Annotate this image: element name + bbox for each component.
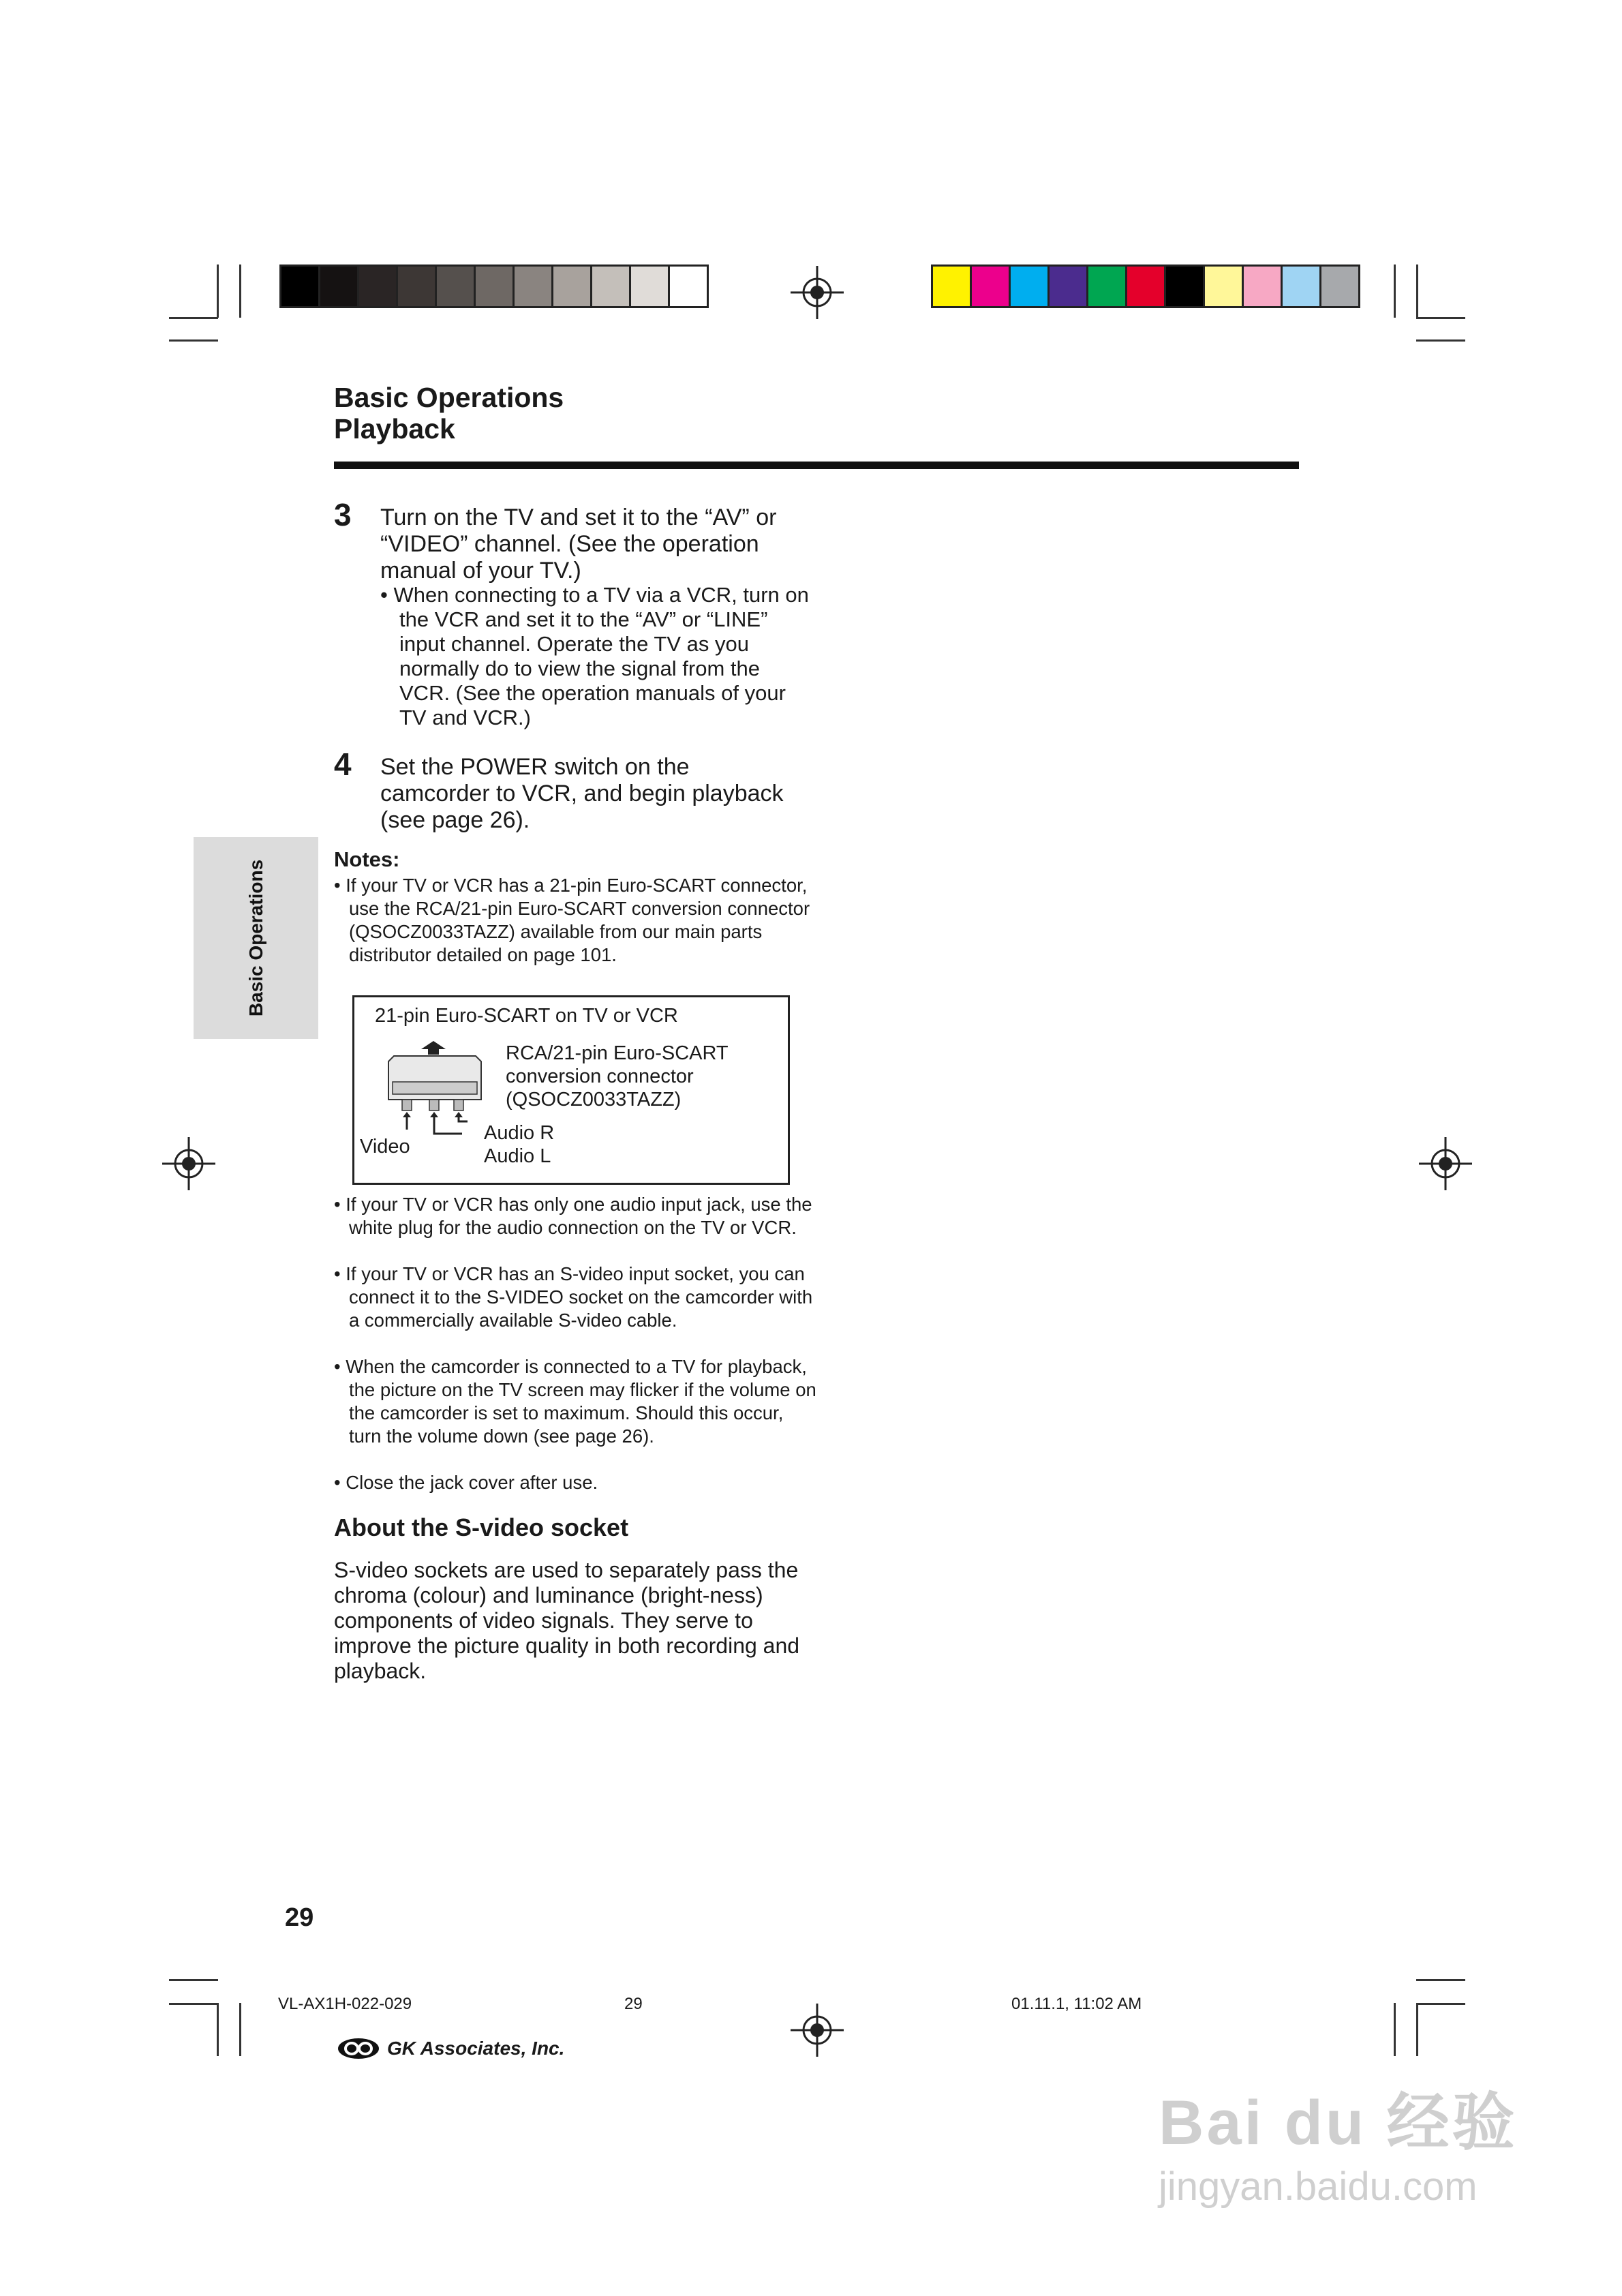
footer-page: 29	[624, 1995, 643, 2013]
crop-mark	[239, 265, 241, 318]
step-line: (see page 26).	[380, 807, 530, 833]
crop-mark	[1416, 339, 1465, 342]
step-bullet: • When connecting to a TV via a VCR, turn on the VCR and set it to the “AV” or “LINE” input channel. Operate the TV as you normally do to view the signal from the VCR. (See the operation manuals of your TV and VCR.)	[380, 583, 809, 729]
color-swatch	[1011, 267, 1050, 306]
step-line: “VIDEO” channel. (See the operation	[380, 531, 759, 557]
step-line: camcorder to VCR, and begin playback	[380, 781, 784, 806]
color-swatch	[972, 267, 1011, 306]
section-heading: About the S-video socket	[334, 1513, 629, 1541]
note-item: • If your TV or VCR has an S-video input socket, you can connect it to the S-VIDEO socket on the camcorder with a commercially available S-video cable.	[334, 1263, 813, 1331]
color-swatch	[1244, 267, 1283, 306]
color-swatch	[933, 267, 972, 306]
note-item: • When the camcorder is connected to a TV for playback, the picture on the TV screen may flicker if the volume on the camcorder is set to maximum. Should this occur, turn the volume down (see page 26).	[334, 1356, 816, 1447]
step-line: manual of your TV.)	[380, 558, 581, 584]
crop-mark	[217, 265, 219, 318]
step-number: 3	[334, 497, 352, 532]
step-line: Set the POWER switch on the	[380, 754, 690, 780]
subsection-title: Playback	[334, 413, 455, 444]
crop-mark	[1394, 2003, 1396, 2056]
color-calibration-bar	[931, 265, 1360, 308]
color-swatch	[1088, 267, 1127, 306]
note-item: • If your TV or VCR has a 21-pin Euro-SCART connector, use the RCA/21-pin Euro-SCART conversion connector (QSOCZ0033TAZZ) available from our main parts distributor detailed on page 101.	[334, 875, 810, 965]
step-text	[380, 504, 816, 584]
color-swatch	[320, 267, 359, 306]
registration-mark-icon	[791, 266, 844, 319]
side-tab-label: Basic Operations	[245, 859, 266, 1017]
footer-code: VL-AX1H-022-029	[278, 1995, 412, 2013]
color-swatch	[359, 267, 398, 306]
crop-mark	[239, 2003, 241, 2056]
crop-mark	[169, 339, 218, 342]
registration-mark-icon	[1419, 1137, 1472, 1190]
note-item: • If your TV or VCR has only one audio input jack, use the white plug for the audio connection on the TV or VCR.	[334, 1194, 812, 1238]
page-number: 29	[285, 1903, 314, 1932]
crop-mark	[1394, 265, 1396, 318]
step-number: 4	[334, 746, 352, 782]
section-body: S-video sockets are used to separately pass the chroma (colour) and luminance (bright-ness) components of video signals. They serve to improve the picture quality in both recording and playback.	[334, 1558, 800, 1683]
audio-r-label: Audio R	[484, 1122, 555, 1144]
video-label: Video	[360, 1136, 410, 1158]
watermark	[1159, 2072, 1518, 2209]
scart-label: 21-pin Euro-SCART on TV or VCR	[375, 1005, 678, 1027]
watermark-brand: Bai du 经验	[1159, 2088, 1518, 2158]
color-swatch	[1127, 267, 1166, 306]
crop-mark	[1416, 1979, 1465, 1981]
section-title: Basic Operations	[334, 382, 564, 413]
color-swatch	[1050, 267, 1088, 306]
registration-mark-icon	[162, 1137, 215, 1190]
crop-mark	[217, 2003, 219, 2056]
audio-l-label: Audio L	[484, 1145, 551, 1167]
company-credit	[337, 2037, 564, 2060]
note-item: • Close the jack cover after use.	[334, 1472, 598, 1493]
connector-label-line: (QSOCZ0033TAZZ)	[506, 1089, 682, 1111]
color-swatch	[670, 267, 707, 306]
footer-timestamp: 01.11.1, 11:02 AM	[1011, 1995, 1142, 2013]
connector-label-line: RCA/21-pin Euro-SCART	[506, 1042, 729, 1064]
color-swatch	[515, 267, 553, 306]
crop-mark	[169, 317, 218, 319]
company-name: GK Associates, Inc.	[387, 2038, 565, 2059]
color-swatch	[281, 267, 320, 306]
side-tab	[194, 837, 318, 1039]
color-swatch	[1205, 267, 1244, 306]
color-swatch	[476, 267, 515, 306]
header-rule	[334, 462, 1299, 469]
color-swatch	[1283, 267, 1321, 306]
color-swatch	[631, 267, 670, 306]
crop-mark	[169, 1979, 218, 1981]
step-text	[380, 754, 816, 834]
connector-label-line: conversion connector	[506, 1066, 694, 1087]
gk-logo-icon	[337, 2037, 380, 2060]
color-swatch	[592, 267, 631, 306]
crop-mark	[169, 2003, 218, 2005]
notes-title: Notes:	[334, 847, 400, 871]
registration-mark-icon	[791, 2004, 844, 2057]
color-swatch	[437, 267, 476, 306]
color-swatch	[1321, 267, 1358, 306]
connector-diagram	[352, 995, 790, 1185]
color-swatch	[1166, 267, 1205, 306]
crop-mark	[1416, 265, 1418, 318]
watermark-url: jingyan.baidu.com	[1159, 2164, 1478, 2209]
connector-label	[506, 1042, 729, 1111]
color-swatch	[553, 267, 592, 306]
step-line: Turn on the TV and set it to the “AV” or	[380, 504, 777, 530]
crop-mark	[1416, 2003, 1465, 2005]
crop-mark	[1416, 317, 1465, 319]
grayscale-calibration-bar	[279, 265, 709, 308]
crop-mark	[1416, 2003, 1418, 2056]
color-swatch	[398, 267, 437, 306]
